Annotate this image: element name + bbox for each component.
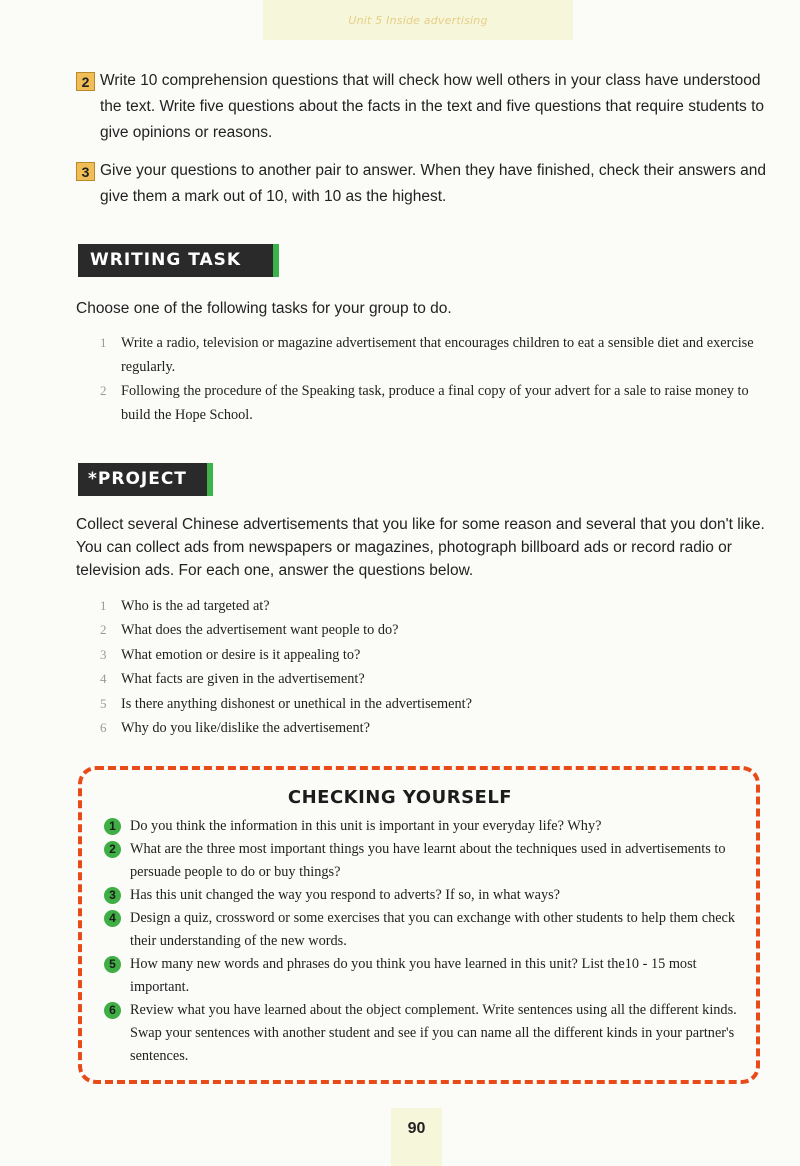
exercise-3 <box>76 158 766 210</box>
exercise-text: Write 10 comprehension questions that will check how well others in your class have understood the text. Write five questions about the facts in the text and five questions that require students to give opinions or reasons. <box>100 72 765 141</box>
writing-task-banner <box>78 244 279 277</box>
list-item: 3 What emotion or desire is it appealing to? <box>100 646 361 663</box>
list-item: 3 Has this unit changed the way you respond to adverts? If so, in what ways? <box>104 884 744 907</box>
running-header: Unit 5 Inside advertising <box>348 14 488 27</box>
exercise-2 <box>76 68 766 146</box>
number-circle: 4 <box>104 910 121 927</box>
number-circle: 6 <box>104 1002 121 1019</box>
page-number: 90 <box>407 1120 426 1137</box>
exercise-number-badge: 3 <box>76 162 95 181</box>
exercise-number-badge: 2 <box>76 72 95 91</box>
checking-yourself-title: CHECKING YOURSELF <box>287 787 513 808</box>
list-item: 1 Do you think the information in this unit is important in your everyday life? Why? <box>104 815 744 838</box>
checking-yourself-list <box>104 815 744 1068</box>
list-item: 1 Who is the ad targeted at? <box>100 598 270 614</box>
list-item: 1 Write a radio, television or magazine advertisement that encourages children to eat a sensible diet and exercise regularly. <box>100 335 754 375</box>
project-question-list <box>100 594 768 740</box>
number-circle: 3 <box>104 887 121 904</box>
project-title: *PROJECT <box>88 469 187 489</box>
list-item: 2 What are the three most important things you have learnt about the techniques used in advertisements to persuade people to do or buy things? <box>104 838 744 884</box>
project-intro: Collect several Chinese advertisements that you like for some reason and several that you don't like. You can collect ads from newspapers or magazines, photograph billboard ads or record radio or television ads. For each one, answer the questions below. <box>76 516 765 579</box>
list-item: 5 Is there anything dishonest or unethical in the advertisement? <box>100 695 472 712</box>
writing-task-title: WRITING TASK <box>90 250 242 270</box>
list-item: 6 Why do you like/dislike the advertisement? <box>100 720 370 737</box>
number-circle: 1 <box>104 818 121 835</box>
list-item: 2 What does the advertisement want people to do? <box>100 622 399 639</box>
number-circle: 2 <box>104 841 121 858</box>
list-item: 4 Design a quiz, crossword or some exercises that you can exchange with other students to help them check their understanding of the new words. <box>104 907 744 953</box>
exercise-text: Give your questions to another pair to answer. When they have finished, check their answers and give them a mark out of 10, with 10 as the highest. <box>100 162 767 205</box>
list-item: 4 What facts are given in the advertisement? <box>100 671 365 688</box>
writing-task-list <box>100 331 768 427</box>
list-item: 5 How many new words and phrases do you think you have learned in this unit? List the10 - 15 most important. <box>104 953 744 999</box>
writing-task-intro: Choose one of the following tasks for your group to do. <box>76 300 452 317</box>
list-item: 6 Review what you have learned about the object complement. Write sentences using all the different kinds. Swap your sentences with another student and see if you can name all the different kinds in your partner's sentences. <box>104 999 744 1068</box>
number-circle: 5 <box>104 956 121 973</box>
list-item: 2 Following the procedure of the Speaking task, produce a final copy of your advert for a sale to raise money to build the Hope School. <box>100 383 749 423</box>
project-banner <box>78 463 213 496</box>
